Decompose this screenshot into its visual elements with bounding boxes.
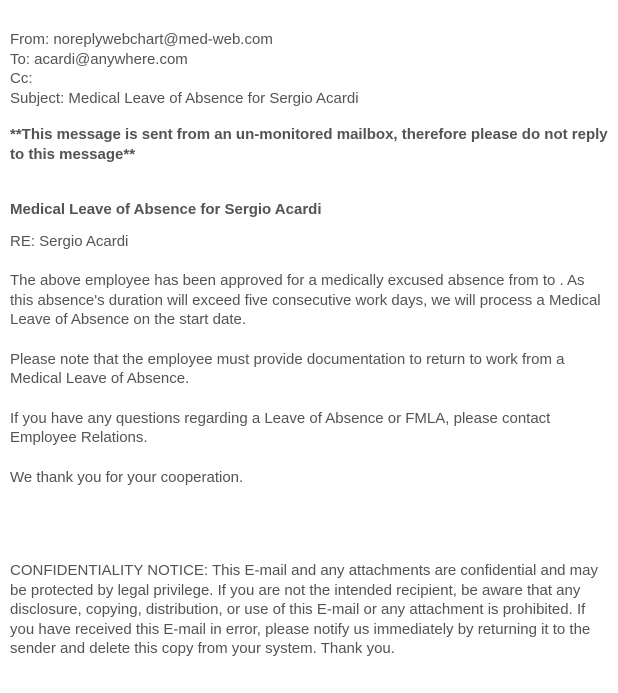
header-to: To: acardi@anywhere.com (10, 50, 188, 68)
paragraph-documentation: Please note that the employee must provide documentation to return to work from a Medical Leave of Absence. (10, 350, 565, 387)
confidentiality-notice: CONFIDENTIALITY NOTICE: This E-mail and any attachments are confidential and may be protected by legal privilege. If you are not the intended recipient, be aware that any disclosure, copying, distribution, or use of this E-mail or any attachment is prohibited. If you have received this E-mail in error, please notify us immediately by returning it to the sender and delete this copy from your system. Thank you. (10, 562, 599, 657)
paragraph-approval: The above employee has been approved for a medically excused absence from to . As this absence's duration will exceed five consecutive work days, we will process a Medical Leave of Absence on the start date. (10, 272, 601, 328)
paragraph-closing: We thank you for your cooperation. (10, 468, 244, 486)
email-title: Medical Leave of Absence for Sergio Acardi (10, 201, 322, 218)
re-line: RE: Sergio Acardi (10, 232, 129, 250)
unmonitored-mailbox-warning: **This message is sent from an un-monitored mailbox, therefore please do not reply to this message** (10, 126, 608, 163)
header-from: From: noreplywebchart@med-web.com (10, 31, 273, 48)
header-subject: Subject: Medical Leave of Absence for Sergio Acardi (10, 89, 359, 107)
header-cc: Cc: (10, 70, 33, 87)
paragraph-questions: If you have any questions regarding a Leave of Absence or FMLA, please contact Employee Relations. (10, 409, 551, 446)
email-headers (10, 30, 608, 108)
